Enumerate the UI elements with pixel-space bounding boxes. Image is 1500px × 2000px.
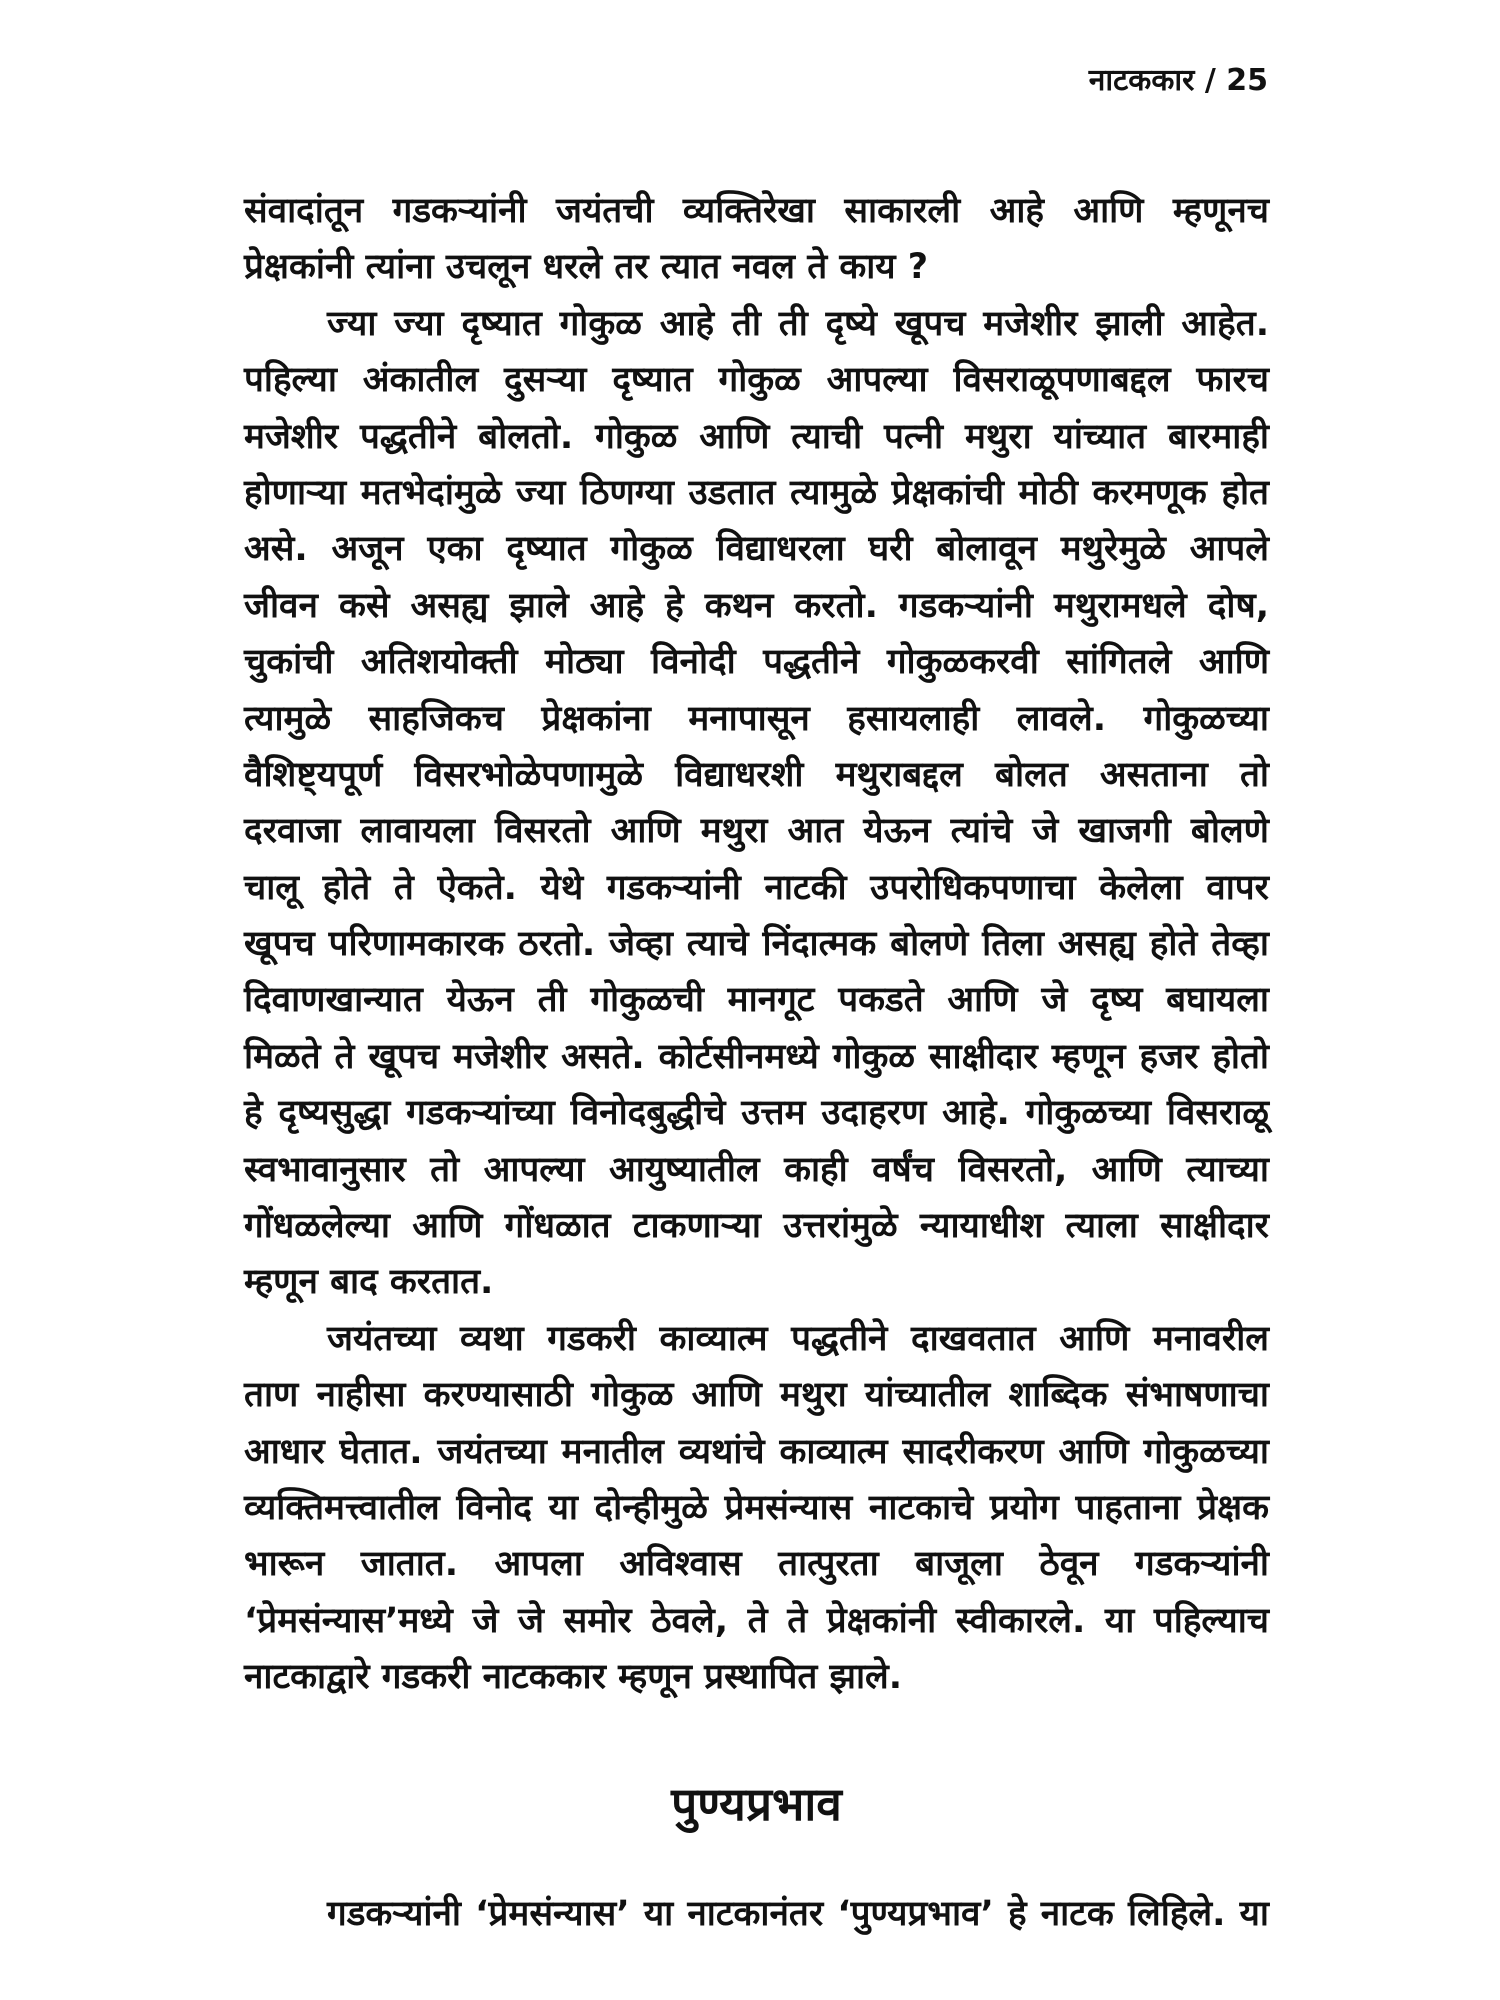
text-line: संवादांतून गडकऱ्यांनी जयंतची व्यक्तिरेखा साकारली आहे आणि म्हणूनच	[244, 191, 1269, 231]
text-line: नाटकाद्वारे गडकरी नाटककार म्हणून प्रस्थापित झाले.	[244, 1657, 903, 1698]
text-line: खूपच परिणामकारक ठरतो. जेव्हा त्याचे निंदात्मक बोलणे तिला असह्य होते तेव्हा	[244, 924, 1269, 965]
text-line: आधार घेतात. जयंतच्या मनातील व्यथांचे काव्यात्म सादरीकरण आणि गोकुळच्या	[244, 1431, 1269, 1472]
text-line: चुकांची अतिशयोक्ती मोठ्या विनोदी पद्धतीने गोकुळकरवी सांगितले आणि	[244, 642, 1269, 683]
paragraph	[244, 296, 1269, 1311]
text-line: गडकऱ्यांनी ‘प्रेमसंन्यास’ या नाटकानंतर ‘पुण्यप्रभाव’ हे नाटक लिहिले. या	[327, 1894, 1269, 1934]
text-line: ताण नाहीसा करण्यासाठी गोकुळ आणि मथुरा यांच्यातील शाब्दिक संभाषणाचा	[244, 1375, 1269, 1416]
text-line: दरवाजा लावायला विसरतो आणि मथुरा आत येऊन त्यांचे जे खाजगी बोलणे	[244, 811, 1269, 852]
text-line: ज्या ज्या दृष्यात गोकुळ आहे ती ती दृष्ये खूपच मजेशीर झाली आहेत.	[327, 303, 1269, 344]
text-line: स्वभावानुसार तो आपल्या आयुष्यातील काही वर्षंच विसरतो, आणि त्याच्या	[244, 1149, 1269, 1190]
text-line: चालू होते ते ऐकते. येथे गडकऱ्यांनी नाटकी उपरोधिकपणाचा केलेला वापर	[244, 867, 1269, 908]
running-head: नाटककार / 25	[1088, 63, 1268, 98]
text-line: पहिल्या अंकातील दुसऱ्या दृष्यात गोकुळ आपल्या विसराळूपणाबद्दल फारच	[244, 360, 1269, 401]
section-paragraph	[327, 1886, 1269, 1942]
text-line: हे दृष्यसुद्धा गडकऱ्यांच्या विनोदबुद्धीचे उत्तम उदाहरण आहे. गोकुळच्या विसराळू	[244, 1093, 1269, 1134]
text-line: मिळते ते खूपच मजेशीर असते. कोर्टसीनमध्ये गोकुळ साक्षीदार म्हणून हजर होतो	[244, 1036, 1269, 1077]
text-line: होणाऱ्या मतभेदांमुळे ज्या ठिणग्या उडतात त्यामुळे प्रेक्षकांची मोठी करमणूक होत	[244, 472, 1269, 513]
text-line: प्रेक्षकांनी त्यांना उचलून धरले तर त्यात नवल ते काय ?	[244, 247, 929, 288]
text-line: व्यक्तिमत्त्वातील विनोद या दोन्हीमुळे प्रेमसंन्यास नाटकाचे प्रयोग पाहताना प्रेक्षक	[244, 1487, 1269, 1528]
text-line: जीवन कसे असह्य झाले आहे हे कथन करतो. गडकऱ्यांनी मथुरामधले दोष,	[244, 585, 1269, 626]
text-line: जयंतच्या व्यथा गडकरी काव्यात्म पद्धतीने दाखवतात आणि मनावरील	[327, 1318, 1269, 1359]
text-line: असे. अजून एका दृष्यात गोकुळ विद्याधरला घरी बोलावून मथुरेमुळे आपले	[244, 529, 1269, 570]
text-line: भारून जातात. आपला अविश्वास तात्पुरता बाजूला ठेवून गडकऱ्यांनी	[244, 1544, 1269, 1585]
text-line: ‘प्रेमसंन्यास’मध्ये जे जे समोर ठेवले, ते ते प्रेक्षकांनी स्वीकारले. या पहिल्याच	[244, 1600, 1269, 1641]
text-line: गोंधळलेल्या आणि गोंधळात टाकणाऱ्या उत्तरांमुळे न्यायाधीश त्याला साक्षीदार	[244, 1206, 1269, 1247]
paragraph	[244, 183, 1269, 296]
text-line: मजेशीर पद्धतीने बोलतो. गोकुळ आणि त्याची पत्नी मथुरा यांच्यात बारमाही	[244, 416, 1269, 457]
section-heading: पुण्यप्रभाव	[671, 1777, 842, 1831]
text-line: वैशिष्ट्यपूर्ण विसरभोळेपणामुळे विद्याधरशी मथुराबद्दल बोलत असताना तो	[244, 754, 1269, 795]
text-line: दिवाणखान्यात येऊन ती गोकुळची मानगूट पकडते आणि जे दृष्य बघायला	[244, 980, 1269, 1021]
paragraph	[244, 1311, 1269, 1706]
text-line: त्यामुळे साहजिकच प्रेक्षकांना मनापासून हसायलाही लावले. गोकुळच्या	[244, 698, 1269, 739]
text-line: म्हणून बाद करतात.	[244, 1262, 494, 1303]
body-text	[244, 183, 1269, 1706]
